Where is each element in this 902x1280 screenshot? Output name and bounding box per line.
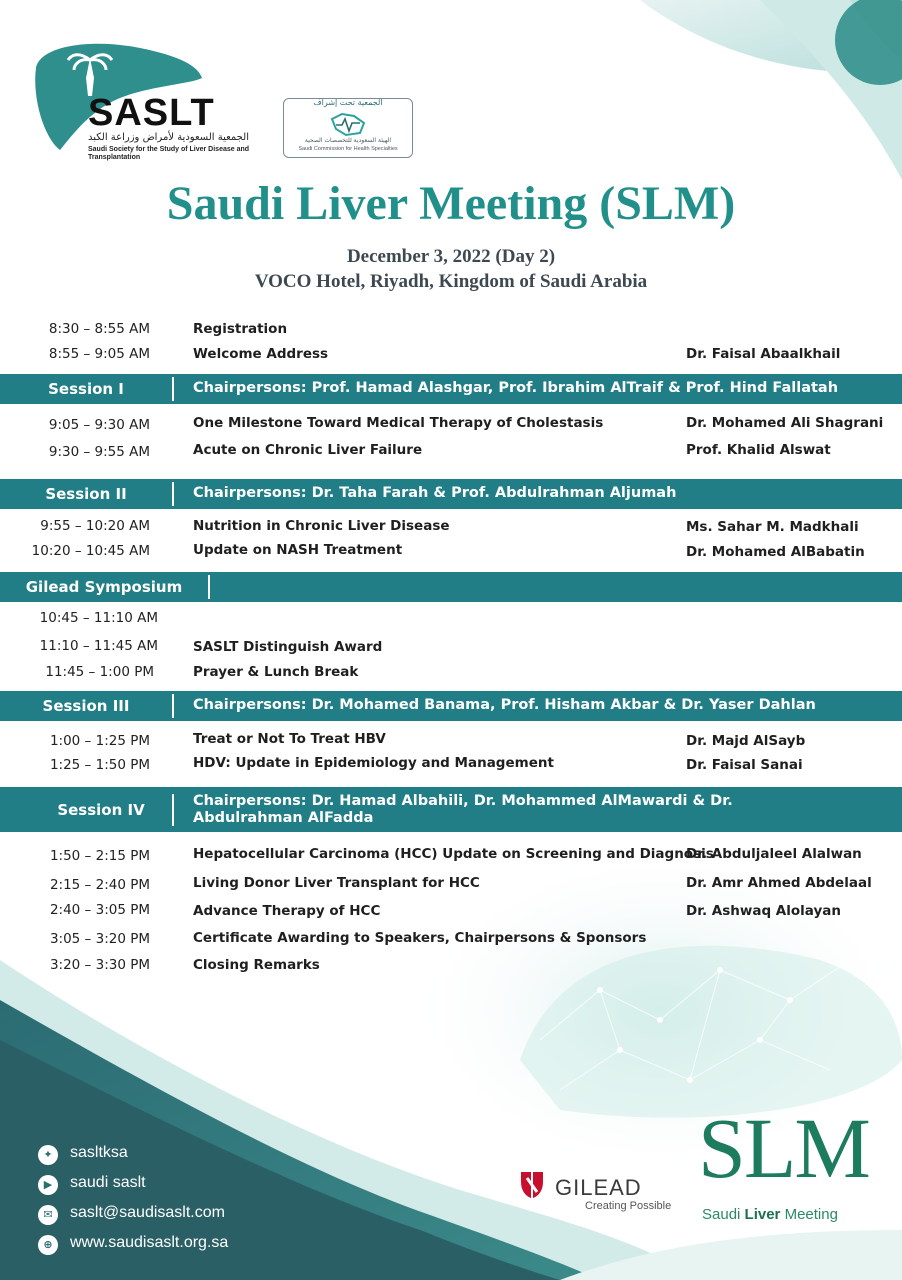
agenda-speaker: Dr. Majd AlSayb bbox=[686, 733, 806, 749]
saslt-english-name: Saudi Society for the Study of Liver Disease and Transplantation bbox=[88, 146, 250, 161]
social-handle: sasltksa bbox=[70, 1144, 128, 1161]
session-label: Session III bbox=[42, 697, 130, 715]
agenda-time: 2:40 – 3:05 PM bbox=[49, 902, 150, 918]
scfhs-top-label: الجمعية تحت إشراف bbox=[313, 98, 383, 107]
saudi-map-icon bbox=[328, 111, 368, 137]
session-label: Session II bbox=[45, 485, 127, 503]
agenda-speaker: Dr. Abduljaleel Alalwan bbox=[686, 846, 862, 862]
globe-icon: ⊕ bbox=[38, 1235, 58, 1255]
session-bar-3 bbox=[0, 691, 902, 721]
social-handle: saslt@saudisaslt.com bbox=[70, 1204, 225, 1221]
scfhs-arabic-name: الهيئة السعودية للتخصصات الصحية bbox=[304, 137, 392, 144]
agenda-speaker: Dr. Faisal Sanai bbox=[686, 757, 803, 773]
agenda-topic: Update on NASH Treatment bbox=[193, 542, 403, 558]
bar-divider bbox=[208, 575, 210, 599]
agenda-topic: Nutrition in Chronic Liver Disease bbox=[193, 518, 450, 534]
gilead-tagline: Creating Possible bbox=[585, 1200, 672, 1212]
gilead-mark-icon bbox=[517, 1168, 547, 1202]
agenda-topic: Treat or Not To Treat HBV bbox=[193, 731, 386, 747]
agenda-time: 1:00 – 1:25 PM bbox=[49, 733, 150, 749]
agenda-topic: Welcome Address bbox=[193, 346, 329, 362]
agenda-topic: Registration bbox=[193, 321, 288, 337]
gilead-name: GILEAD bbox=[555, 1175, 642, 1200]
agenda-time: 9:30 – 9:55 AM bbox=[48, 444, 150, 460]
agenda-time: 8:30 – 8:55 AM bbox=[48, 321, 150, 337]
agenda-speaker: Dr. Amr Ahmed Abdelaal bbox=[686, 875, 872, 891]
agenda-time: 11:10 – 11:45 AM bbox=[39, 638, 158, 654]
session-chairpersons: Chairpersons: Prof. Hamad Alashgar, Prof. Ibrahim AlTraif & Prof. Hind Fallatah bbox=[193, 380, 839, 396]
slm-sub-part: Meeting bbox=[780, 1206, 838, 1223]
agenda-topic: One Milestone Toward Medical Therapy of Cholestasis bbox=[193, 415, 604, 431]
slm-logo-wordmark: SLM bbox=[698, 1100, 869, 1196]
agenda-time: 10:45 – 11:10 AM bbox=[39, 610, 158, 626]
page-title: Saudi Liver Meeting (SLM) bbox=[166, 177, 736, 230]
agenda-time: 9:05 – 9:30 AM bbox=[48, 417, 150, 433]
agenda-topic: HDV: Update in Epidemiology and Management bbox=[193, 755, 554, 771]
session-bar-4 bbox=[0, 787, 902, 832]
agenda-topic: Certificate Awarding to Speakers, Chairpersons & Sponsors bbox=[193, 930, 647, 946]
agenda-time: 10:20 – 10:45 AM bbox=[31, 543, 150, 559]
agenda-speaker: Dr. Ashwaq Alolayan bbox=[686, 903, 841, 919]
youtube-icon: ▶ bbox=[38, 1175, 58, 1195]
agenda-time: 3:05 – 3:20 PM bbox=[49, 931, 150, 947]
bar-divider bbox=[172, 377, 174, 401]
session-chairpersons: Chairpersons: Dr. Hamad Albahili, Dr. Mohammed AlMawardi & Dr. Abdulrahman AlFadda bbox=[193, 793, 733, 826]
event-venue: VOCO Hotel, Riyadh, Kingdom of Saudi Arabia bbox=[254, 271, 648, 292]
agenda-topic: Living Donor Liver Transplant for HCC bbox=[193, 875, 480, 891]
agenda-topic: Advance Therapy of HCC bbox=[193, 903, 381, 919]
agenda-topic: Closing Remarks bbox=[193, 957, 320, 973]
session-label: Session I bbox=[48, 380, 124, 398]
event-date: December 3, 2022 (Day 2) bbox=[346, 246, 556, 267]
agenda-speaker: Dr. Mohamed AlBabatin bbox=[686, 544, 865, 560]
slm-sub-part: Saudi bbox=[702, 1206, 745, 1223]
session-bar-1 bbox=[0, 374, 902, 404]
agenda-topic: Hepatocellular Carcinoma (HCC) Update on Screening and Diagnosis bbox=[193, 846, 714, 862]
agenda-speaker: Prof. Khalid Alswat bbox=[686, 442, 831, 458]
agenda-topic: SASLT Distinguish Award bbox=[193, 639, 383, 655]
email-icon: ✉ bbox=[38, 1205, 58, 1225]
twitter-icon: ✦ bbox=[38, 1145, 58, 1165]
agenda-time: 3:20 – 3:30 PM bbox=[49, 957, 150, 973]
session-bar-2 bbox=[0, 479, 902, 509]
slm-sub-emph: Liver bbox=[744, 1206, 781, 1223]
bar-divider bbox=[172, 694, 174, 718]
social-handle: saudi saslt bbox=[70, 1174, 146, 1191]
agenda-time: 1:50 – 2:15 PM bbox=[49, 848, 150, 864]
agenda-time: 11:45 – 1:00 PM bbox=[45, 664, 154, 680]
scfhs-logo bbox=[283, 98, 413, 158]
agenda-speaker: Dr. Mohamed Ali Shagrani bbox=[686, 415, 884, 431]
agenda-time: 8:55 – 9:05 AM bbox=[48, 346, 150, 362]
session-chairpersons: Chairpersons: Dr. Mohamed Banama, Prof. Hisham Akbar & Dr. Yaser Dahlan bbox=[193, 697, 816, 713]
saslt-wordmark: SASLT bbox=[88, 92, 215, 134]
agenda-topic: Acute on Chronic Liver Failure bbox=[193, 442, 423, 458]
agenda-time: 2:15 – 2:40 PM bbox=[49, 877, 150, 893]
session-chairpersons: Chairpersons: Dr. Taha Farah & Prof. Abdulrahman Aljumah bbox=[193, 485, 677, 501]
agenda-speaker: Dr. Faisal Abaalkhail bbox=[686, 346, 841, 362]
agenda-topic: Prayer & Lunch Break bbox=[193, 664, 359, 680]
social-handle: www.saudisaslt.org.sa bbox=[70, 1234, 229, 1251]
saslt-arabic-name: الجمعية السعودية لأمراض وزراعة الكبد bbox=[88, 132, 249, 143]
agenda-time: 9:55 – 10:20 AM bbox=[40, 518, 150, 534]
agenda-speaker: Ms. Sahar M. Madkhali bbox=[686, 519, 859, 535]
session-label: Session IV bbox=[57, 801, 145, 819]
bar-divider bbox=[172, 482, 174, 506]
agenda-time: 1:25 – 1:50 PM bbox=[49, 757, 150, 773]
session-label: Gilead Symposium bbox=[25, 578, 183, 596]
bar-divider bbox=[172, 794, 174, 826]
gilead-symposium-bar bbox=[0, 572, 902, 602]
gilead-logo bbox=[517, 1168, 687, 1218]
scfhs-english-name: Saudi Commission for Health Specialties bbox=[298, 146, 398, 152]
slm-logo-subtitle bbox=[702, 1206, 838, 1223]
